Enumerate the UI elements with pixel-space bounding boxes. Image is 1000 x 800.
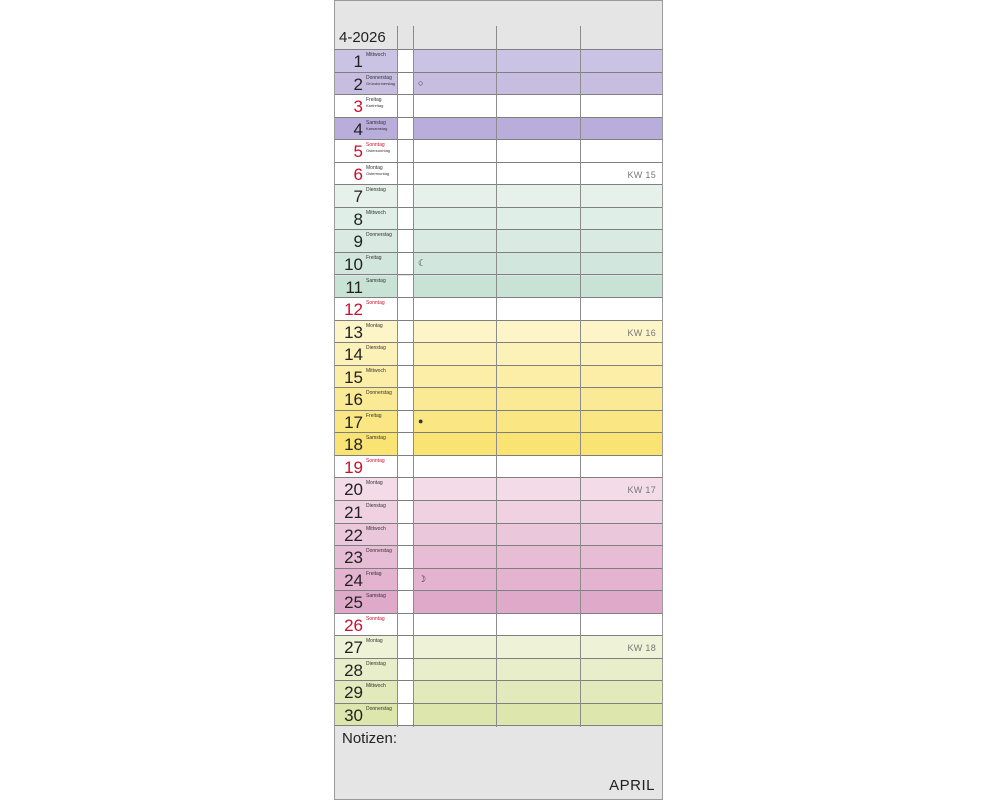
narrow-cell[interactable] (397, 501, 413, 523)
weekday-name: Samstag (366, 277, 386, 284)
day-number: 12 (344, 300, 363, 320)
weekday-name: Freitag (366, 412, 382, 419)
weekday-name: Mittwoch (366, 52, 386, 58)
day-row[interactable] (335, 366, 662, 389)
weekday-name: Dienstag (366, 660, 386, 667)
day-row[interactable] (335, 456, 662, 479)
day-row[interactable] (335, 501, 662, 524)
day-number: 13 (344, 322, 363, 342)
day-number: 10 (344, 254, 363, 274)
day-row[interactable] (335, 681, 662, 704)
weekday-name: Donnerstag (366, 390, 392, 397)
notes-section[interactable] (335, 727, 662, 799)
day-number: 24 (344, 570, 363, 590)
narrow-cell[interactable] (397, 253, 413, 275)
calendar-week-label: KW 18 (627, 643, 656, 654)
day-number: 16 (344, 390, 363, 410)
weekday-name: Mittwoch (366, 367, 386, 374)
column-divider (413, 26, 414, 727)
narrow-cell[interactable] (397, 411, 413, 433)
narrow-cell[interactable] (397, 569, 413, 591)
day-number: 4 (353, 119, 363, 139)
day-row[interactable] (335, 591, 662, 614)
weekday-name: Montag (366, 480, 383, 487)
day-row[interactable] (335, 95, 662, 118)
day-row[interactable] (335, 478, 662, 501)
holiday-name: Karfreitag (366, 103, 384, 109)
narrow-cell[interactable] (397, 636, 413, 658)
narrow-cell[interactable] (397, 366, 413, 388)
day-row[interactable] (335, 321, 662, 344)
weekday-name: Sonntag (366, 457, 385, 464)
weekday-name: Sonntag (366, 615, 385, 622)
day-number: 15 (344, 367, 363, 387)
day-row[interactable] (335, 253, 662, 276)
day-number: 18 (344, 435, 363, 455)
day-number: 14 (344, 345, 363, 365)
day-row[interactable] (335, 140, 662, 163)
day-row[interactable] (335, 388, 662, 411)
narrow-cell[interactable] (397, 591, 413, 613)
day-number: 19 (344, 457, 363, 477)
narrow-cell[interactable] (397, 118, 413, 140)
day-row[interactable] (335, 569, 662, 592)
narrow-cell[interactable] (397, 433, 413, 455)
weekday-name: Sonntag (366, 142, 385, 149)
weekday-name: Donnerstag (366, 232, 392, 239)
narrow-cell[interactable] (397, 95, 413, 117)
moon-phase-icon: ○ (418, 77, 424, 88)
day-number: 21 (344, 503, 363, 522)
narrow-cell[interactable] (397, 524, 413, 546)
calendar-week-label: KW 17 (627, 485, 656, 496)
day-row[interactable] (335, 73, 662, 96)
column-divider (397, 26, 398, 727)
top-bar (335, 1, 662, 27)
weekday-name: Donnerstag (366, 74, 392, 81)
weekday-name: Samstag (366, 435, 386, 442)
day-number: 1 (353, 52, 363, 71)
narrow-cell[interactable] (397, 456, 413, 478)
day-number: 8 (353, 209, 363, 229)
calendar-week-label: KW 16 (627, 327, 656, 338)
narrow-cell[interactable] (397, 185, 413, 207)
day-number: 5 (353, 142, 363, 162)
weekday-name: Dienstag (366, 503, 386, 509)
narrow-cell[interactable] (397, 478, 413, 500)
day-number: 20 (344, 480, 363, 500)
holiday-name: Ostermontag (366, 170, 390, 176)
day-number: 7 (353, 187, 363, 207)
day-number: 6 (353, 164, 363, 184)
narrow-cell[interactable] (397, 659, 413, 681)
day-number: 30 (344, 705, 363, 725)
weekday-name: Dienstag (366, 187, 386, 194)
weekday-name: Samstag (366, 593, 386, 600)
calendar-sheet (334, 0, 663, 800)
day-number: 26 (344, 615, 363, 635)
day-row[interactable] (335, 704, 662, 727)
day-row[interactable] (335, 163, 662, 186)
day-row[interactable] (335, 411, 662, 434)
day-number: 29 (344, 683, 363, 703)
column-divider (496, 26, 497, 727)
holiday-name: Karsamstag (366, 125, 388, 131)
narrow-cell[interactable] (397, 388, 413, 410)
narrow-cell[interactable] (397, 230, 413, 252)
day-number: 17 (344, 412, 363, 432)
day-row[interactable] (335, 208, 662, 231)
day-number: 9 (353, 232, 363, 252)
calendar-week-label: KW 15 (627, 169, 656, 180)
month-name: APRIL (609, 777, 655, 794)
weekday-name: Freitag (366, 254, 382, 261)
weekday-name: Mittwoch (366, 209, 386, 216)
day-number: 2 (353, 74, 363, 94)
narrow-cell[interactable] (397, 140, 413, 162)
weekday-name: Freitag (366, 570, 382, 577)
day-row[interactable] (335, 636, 662, 659)
day-number: 22 (344, 525, 363, 545)
day-row[interactable] (335, 50, 662, 73)
narrow-cell[interactable] (397, 298, 413, 320)
narrow-cell[interactable] (397, 343, 413, 365)
day-row[interactable] (335, 524, 662, 547)
day-row[interactable] (335, 614, 662, 637)
narrow-cell[interactable] (397, 208, 413, 230)
month-year-title: 4-2026 (339, 29, 386, 46)
day-number: 11 (345, 277, 363, 297)
weekday-name: Montag (366, 638, 383, 645)
weekday-name: Sonntag (366, 300, 385, 307)
weekday-name: Dienstag (366, 345, 386, 352)
holiday-name: Gründonnerstag (366, 80, 395, 86)
narrow-cell[interactable] (397, 681, 413, 703)
day-row[interactable] (335, 343, 662, 366)
weekday-name: Donnerstag (366, 705, 392, 712)
narrow-cell[interactable] (397, 321, 413, 343)
narrow-cell[interactable] (397, 704, 413, 726)
day-row[interactable] (335, 118, 662, 141)
day-row[interactable] (335, 546, 662, 569)
day-row[interactable] (335, 276, 662, 299)
weekday-name: Freitag (366, 97, 382, 104)
narrow-cell[interactable] (397, 276, 413, 298)
weekday-name: Montag (366, 322, 383, 329)
weekday-name: Mittwoch (366, 683, 386, 690)
narrow-cell[interactable] (397, 546, 413, 568)
day-row[interactable] (335, 298, 662, 321)
day-number: 25 (344, 593, 363, 613)
moon-phase-icon: ● (418, 415, 424, 426)
narrow-cell[interactable] (397, 50, 413, 72)
moon-phase-icon: ☾ (418, 257, 427, 268)
moon-phase-icon: ☽ (418, 573, 427, 584)
day-row[interactable] (335, 185, 662, 208)
narrow-cell[interactable] (397, 73, 413, 95)
day-row[interactable] (335, 433, 662, 456)
column-divider (580, 26, 581, 727)
weekday-name: Mittwoch (366, 525, 386, 532)
weekday-name: Samstag (366, 119, 386, 126)
day-row[interactable] (335, 659, 662, 682)
day-row[interactable] (335, 230, 662, 253)
month-header (335, 26, 662, 50)
weekday-name: Montag (366, 164, 383, 171)
day-number: 3 (353, 97, 363, 117)
holiday-name: Ostersonntag (366, 148, 391, 154)
narrow-cell[interactable] (397, 614, 413, 636)
day-number: 28 (344, 660, 363, 680)
day-number: 23 (344, 548, 363, 568)
day-number: 27 (344, 638, 363, 658)
narrow-cell[interactable] (397, 163, 413, 185)
notes-label: Notizen: (342, 730, 398, 747)
weekday-name: Donnerstag (366, 548, 392, 555)
